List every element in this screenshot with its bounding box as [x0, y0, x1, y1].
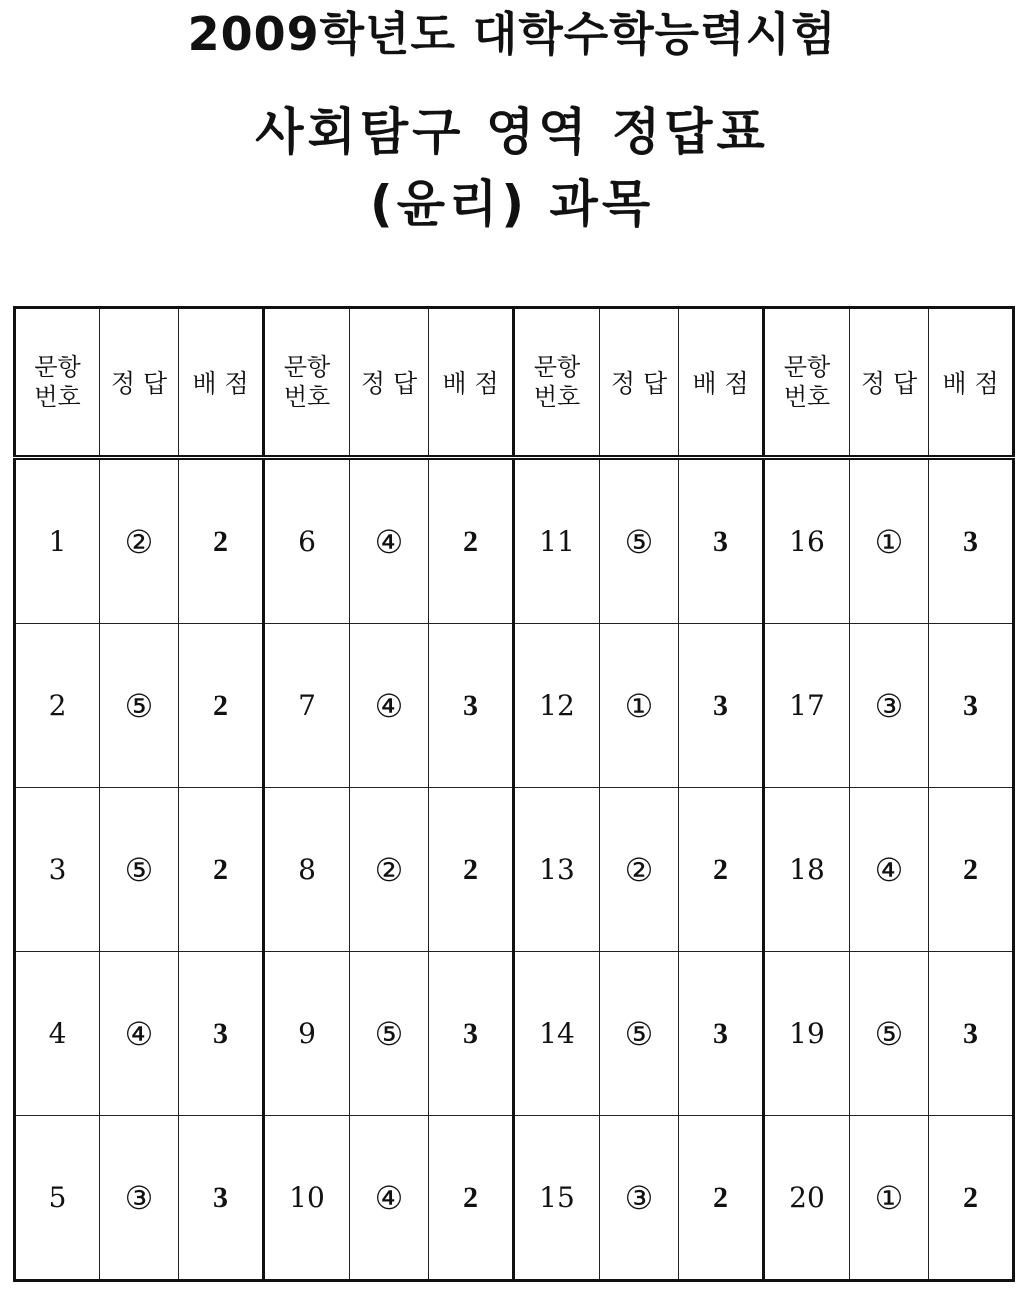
question-number-cell: 14: [514, 952, 600, 1116]
question-number-cell: 18: [764, 788, 850, 952]
question-number-cell: 12: [514, 624, 600, 788]
table-row: [15, 624, 1014, 788]
header-question-number-line2: 번호: [34, 383, 81, 411]
answer-cell: ④: [350, 458, 429, 624]
points-cell: 2: [179, 458, 264, 624]
question-number-cell: 5: [15, 1116, 100, 1281]
question-number-cell: 1: [15, 458, 100, 624]
points-cell: 3: [679, 458, 764, 624]
table-row: [15, 458, 1014, 624]
points-cell: 2: [429, 788, 514, 952]
answer-cell: ⑤: [350, 952, 429, 1116]
answer-cell: ①: [850, 458, 929, 624]
question-number-cell: 2: [15, 624, 100, 788]
header-question-number-line1: 문항: [283, 353, 331, 381]
answer-cell: ②: [100, 458, 179, 624]
question-number-cell: 17: [764, 624, 850, 788]
header-question-number-line2: 번호: [283, 383, 331, 411]
question-number-cell: 10: [264, 1116, 350, 1281]
answer-cell: ③: [100, 1116, 179, 1281]
answer-cell: ②: [600, 788, 679, 952]
table-row: [15, 952, 1014, 1116]
question-number-cell: 7: [264, 624, 350, 788]
question-number-cell: 9: [264, 952, 350, 1116]
answer-cell: ①: [850, 1116, 929, 1281]
points-cell: 3: [929, 624, 1014, 788]
points-cell: 2: [179, 788, 264, 952]
points-cell: 2: [179, 624, 264, 788]
answer-cell: ⑤: [100, 624, 179, 788]
answer-cell: ④: [850, 788, 929, 952]
question-number-cell: 11: [514, 458, 600, 624]
answer-cell: ③: [600, 1116, 679, 1281]
answer-cell: ④: [350, 624, 429, 788]
header-points: 배 점: [429, 308, 514, 458]
points-cell: 3: [429, 624, 514, 788]
header-answer: 정 답: [600, 308, 679, 458]
answer-cell: ⑤: [100, 788, 179, 952]
section-title: 사회탐구 영역 정답표: [255, 103, 769, 161]
header-question-number: [514, 308, 600, 458]
answer-cell: ③: [850, 624, 929, 788]
question-number-cell: 3: [15, 788, 100, 952]
answer-cell: ⑤: [600, 952, 679, 1116]
header-answer: 정 답: [100, 308, 179, 458]
question-number-cell: 15: [514, 1116, 600, 1281]
answer-cell: ⑤: [600, 458, 679, 624]
question-number-cell: 20: [764, 1116, 850, 1281]
question-number-cell: 19: [764, 952, 850, 1116]
header-points: 배 점: [179, 308, 264, 458]
exam-title: 2009학년도 대학수학능력시험: [187, 7, 837, 61]
question-number-cell: 16: [764, 458, 850, 624]
table-body: [15, 458, 1014, 1281]
points-cell: 3: [929, 458, 1014, 624]
header-question-number-line1: 문항: [783, 353, 831, 381]
question-number-cell: 6: [264, 458, 350, 624]
points-cell: 2: [679, 1116, 764, 1281]
header-question-number: [15, 308, 100, 458]
points-cell: 3: [679, 952, 764, 1116]
subject-title: (윤리) 과목: [369, 175, 655, 233]
question-number-cell: 13: [514, 788, 600, 952]
answer-cell: ②: [350, 788, 429, 952]
question-number-cell: 8: [264, 788, 350, 952]
header-question-number-line1: 문항: [533, 353, 581, 381]
answer-cell: ④: [350, 1116, 429, 1281]
header-points: 배 점: [679, 308, 764, 458]
answer-cell: ④: [100, 952, 179, 1116]
points-cell: 2: [679, 788, 764, 952]
points-cell: 3: [929, 952, 1014, 1116]
points-cell: 3: [179, 952, 264, 1116]
points-cell: 3: [679, 624, 764, 788]
points-cell: 2: [929, 788, 1014, 952]
points-cell: 2: [429, 458, 514, 624]
header-answer: 정 답: [350, 308, 429, 458]
header-question-number: [764, 308, 850, 458]
points-cell: 3: [179, 1116, 264, 1281]
answer-key-table: [13, 306, 1015, 1282]
answer-cell: ⑤: [850, 952, 929, 1116]
header-question-number-line2: 번호: [533, 383, 581, 411]
header-points: 배 점: [929, 308, 1014, 458]
table-row: [15, 1116, 1014, 1281]
answer-cell: ①: [600, 624, 679, 788]
points-cell: 2: [429, 1116, 514, 1281]
header-question-number: [264, 308, 350, 458]
points-cell: 3: [429, 952, 514, 1116]
header-question-number-line1: 문항: [34, 353, 81, 381]
table-row: [15, 788, 1014, 952]
header-question-number-line2: 번호: [783, 383, 831, 411]
question-number-cell: 4: [15, 952, 100, 1116]
points-cell: 2: [929, 1116, 1014, 1281]
header-row: [15, 308, 1014, 458]
header-answer: 정 답: [850, 308, 929, 458]
